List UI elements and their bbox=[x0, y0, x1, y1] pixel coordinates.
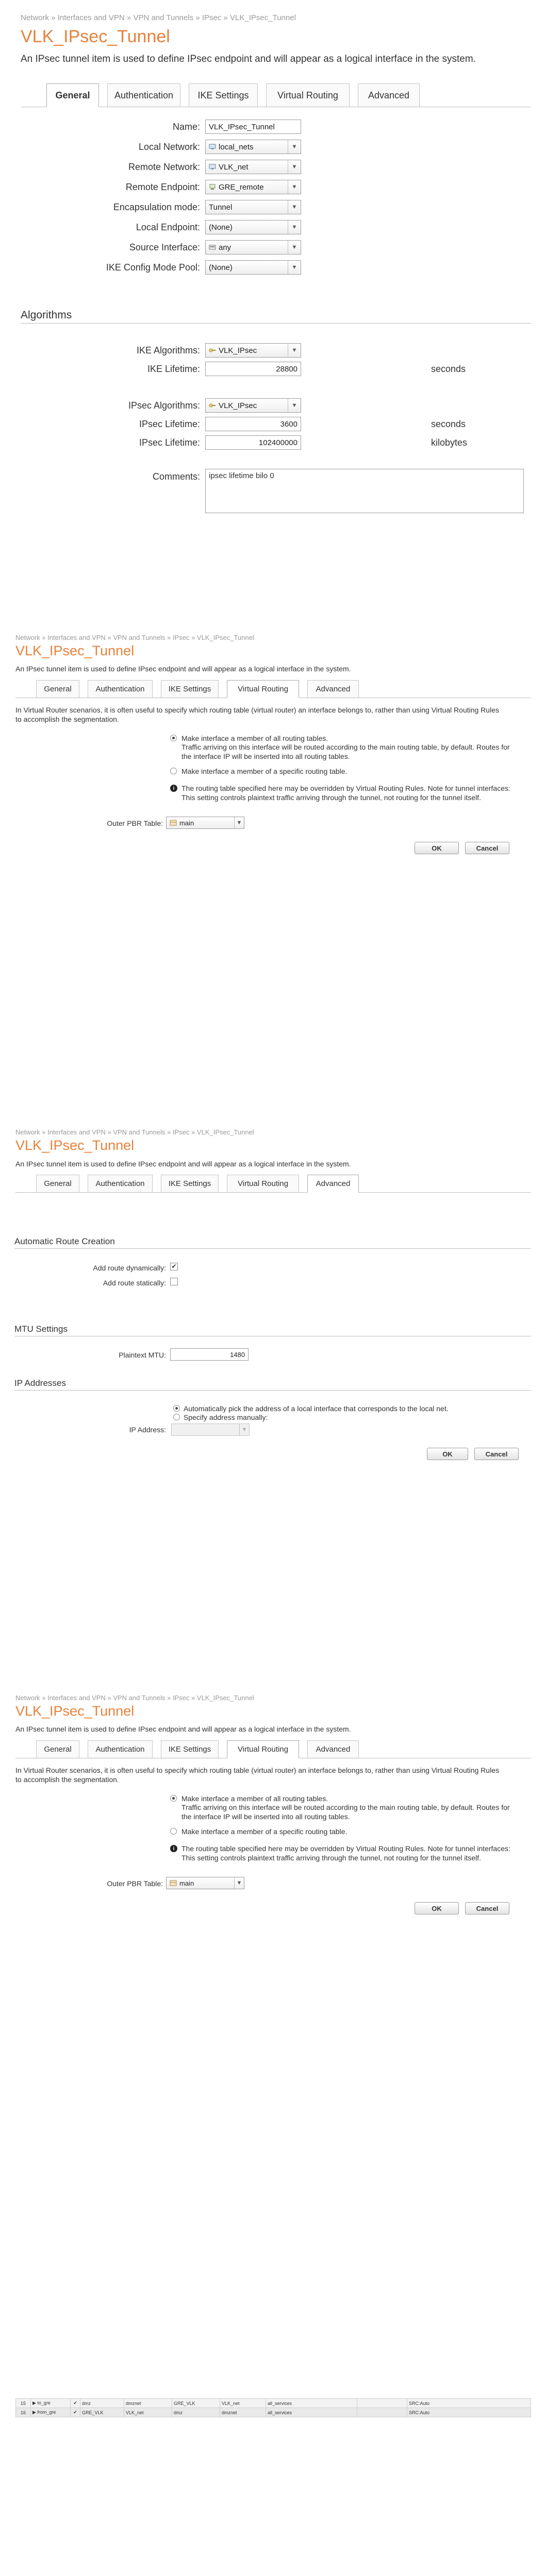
virtual-router-intro: In Virtual Router scenarios, it is often useful to specify which routing table (virtual router) an interface belongs to, rather than using Virtual Routing Rules to accomplish the segmentation. bbox=[15, 706, 499, 723]
tab-ike-settings[interactable]: IKE Settings bbox=[161, 680, 219, 698]
tab-ike-settings[interactable]: IKE Settings bbox=[189, 83, 258, 107]
table-row[interactable] bbox=[16, 2408, 531, 2417]
source-interface-label: Source Interface: bbox=[129, 242, 200, 252]
tab-ike-settings[interactable]: IKE Settings bbox=[161, 1740, 219, 1758]
radio-all-label: Make interface a member of all routing tables. bbox=[181, 734, 328, 742]
src-interface: dmz bbox=[80, 2399, 124, 2408]
tab-authentication[interactable]: Authentication bbox=[88, 1740, 153, 1758]
tab-bar bbox=[15, 1175, 531, 1193]
remote-endpoint-label: Remote Endpoint: bbox=[125, 182, 200, 192]
ike-lifetime-unit: seconds bbox=[431, 364, 466, 374]
ipsec-lifetime-kb-unit: kilobytes bbox=[431, 437, 468, 448]
outer-pbr-label: Outer PBR Table: bbox=[107, 819, 163, 827]
host-icon bbox=[209, 184, 216, 190]
chevron-down-icon[interactable]: ▼ bbox=[288, 160, 301, 174]
ipsec-algorithms-value: VLK_IPsec bbox=[219, 401, 257, 410]
src-network: VLK_net bbox=[124, 2408, 172, 2417]
radio-all-routing-tables[interactable] bbox=[170, 1795, 177, 1802]
ip-address-select[interactable] bbox=[171, 1423, 250, 1436]
remote-network-value: VLK_net bbox=[219, 162, 249, 172]
network-icon bbox=[209, 164, 216, 170]
dst-network: dmznet bbox=[220, 2408, 266, 2417]
table-row[interactable] bbox=[16, 2399, 531, 2408]
ipsec-lifetime-label: IPsec Lifetime: bbox=[139, 419, 200, 429]
ipsec-lifetime-kb-input[interactable]: 102400000 bbox=[205, 435, 301, 450]
add-route-dynamically-label: Add route dynamically: bbox=[93, 1264, 166, 1272]
key-icon bbox=[209, 402, 216, 409]
source-interface-select[interactable] bbox=[205, 240, 301, 255]
rule-icon: ▶ bbox=[32, 2400, 38, 2405]
rule-icon: ▶ bbox=[32, 2410, 38, 2415]
ip-addresses-section-title: IP Addresses bbox=[14, 1378, 66, 1388]
local-endpoint-label: Local Endpoint: bbox=[136, 222, 200, 232]
ike-lifetime-input[interactable]: 28800 bbox=[205, 362, 301, 376]
chevron-down-icon[interactable]: ▼ bbox=[288, 221, 301, 234]
chevron-down-icon[interactable]: ▼ bbox=[234, 1877, 244, 1889]
encapsulation-label: Encapsulation mode: bbox=[113, 202, 200, 212]
screen-general bbox=[0, 0, 546, 536]
plaintext-mtu-label: Plaintext MTU: bbox=[119, 1351, 166, 1359]
outer-pbr-select[interactable] bbox=[166, 1877, 244, 1889]
dst-interface: dmz bbox=[172, 2408, 220, 2417]
info-icon: i bbox=[170, 785, 177, 792]
rule-index: 15 bbox=[16, 2399, 31, 2408]
radio-manual-address[interactable] bbox=[173, 1414, 180, 1420]
tab-virtual-routing[interactable]: Virtual Routing bbox=[266, 83, 350, 107]
page-title: VLK_IPsec_Tunnel bbox=[15, 1703, 135, 1719]
ok-button[interactable]: OK bbox=[415, 842, 459, 854]
chevron-down-icon[interactable]: ▼ bbox=[288, 180, 301, 194]
network-icon bbox=[209, 144, 216, 150]
tab-authentication[interactable]: Authentication bbox=[88, 1175, 153, 1192]
tab-advanced[interactable]: Advanced bbox=[358, 83, 420, 107]
remote-endpoint-value: GRE_remote bbox=[219, 182, 264, 192]
rule-name: ▶ to_gre bbox=[31, 2399, 71, 2408]
outer-pbr-label: Outer PBR Table: bbox=[107, 1879, 163, 1888]
remote-network-label: Remote Network: bbox=[128, 162, 200, 172]
breadcrumb[interactable]: Network » Interfaces and VPN » VPN and Tunnels » IPsec » VLK_IPsec_Tunnel bbox=[15, 1694, 254, 1702]
chevron-down-icon[interactable]: ▼ bbox=[288, 344, 301, 357]
breadcrumb[interactable]: Network » Interfaces and VPN » VPN and Tunnels » IPsec » VLK_IPsec_Tunnel bbox=[15, 1128, 254, 1136]
outer-pbr-value: main bbox=[179, 1879, 194, 1887]
tab-general[interactable]: General bbox=[46, 83, 99, 107]
tab-ike-settings[interactable]: IKE Settings bbox=[161, 1175, 219, 1192]
add-route-statically-checkbox[interactable] bbox=[170, 1278, 178, 1285]
ike-algorithms-select[interactable] bbox=[205, 343, 301, 358]
src-network: dmznet bbox=[124, 2399, 172, 2408]
page-description: An IPsec tunnel item is used to define IPsec endpoint and will appear as a logical interface in the system. bbox=[15, 1725, 351, 1733]
routing-table-icon bbox=[170, 820, 177, 826]
tab-authentication[interactable]: Authentication bbox=[107, 83, 180, 107]
ipsec-algorithms-select[interactable] bbox=[205, 398, 301, 413]
ike-algorithms-value: VLK_IPsec bbox=[219, 346, 257, 355]
remote-network-select[interactable] bbox=[205, 160, 301, 174]
rule-index: 16 bbox=[16, 2408, 31, 2417]
ike-pool-value: (None) bbox=[209, 263, 233, 272]
tab-bar bbox=[15, 1740, 531, 1758]
tab-authentication[interactable]: Authentication bbox=[88, 680, 153, 698]
mtu-section-title: MTU Settings bbox=[14, 1324, 68, 1334]
ipsec-lifetime-kb-label: IPsec Lifetime: bbox=[139, 437, 200, 448]
cancel-button[interactable]: Cancel bbox=[465, 1902, 509, 1914]
schedule bbox=[357, 2399, 407, 2408]
chevron-down-icon[interactable]: ▼ bbox=[288, 140, 301, 154]
ike-algorithms-label: IKE Algorithms: bbox=[136, 345, 200, 355]
tab-bar bbox=[15, 680, 531, 698]
radio-specific-routing-table[interactable] bbox=[170, 1828, 177, 1835]
chevron-down-icon[interactable]: ▼ bbox=[288, 200, 301, 214]
ip-rules-table bbox=[15, 2398, 531, 2417]
radio-all-routing-tables[interactable] bbox=[170, 735, 177, 741]
comments-textarea[interactable]: ipsec lifetime bilo 0 bbox=[205, 469, 524, 513]
schedule bbox=[357, 2408, 407, 2417]
rule-name: ▶ from_gre bbox=[31, 2408, 71, 2417]
tab-virtual-routing[interactable]: Virtual Routing bbox=[227, 1740, 299, 1758]
virtual-router-intro: In Virtual Router scenarios, it is often useful to specify which routing table (virtual router) an interface belongs to, rather than using Virtual Routing Rules to accomplish the segmentation. bbox=[15, 1766, 499, 1784]
ipsec-lifetime-seconds-unit: seconds bbox=[431, 419, 466, 429]
radio-manual-address-label: Specify address manually: bbox=[184, 1413, 268, 1421]
cancel-button[interactable]: Cancel bbox=[465, 842, 509, 854]
rule-enabled-check[interactable]: ✔ bbox=[71, 2399, 80, 2408]
key-icon bbox=[209, 347, 216, 353]
chevron-down-icon[interactable]: ▼ bbox=[239, 1424, 249, 1435]
page-title: VLK_IPsec_Tunnel bbox=[15, 1138, 135, 1153]
tab-advanced[interactable]: Advanced bbox=[307, 1175, 359, 1193]
auto-route-section-title: Automatic Route Creation bbox=[14, 1236, 115, 1246]
src-interface: GRE_VLK bbox=[80, 2408, 124, 2417]
chevron-down-icon[interactable]: ▼ bbox=[234, 817, 244, 828]
ipsec-algorithms-label: IPsec Algorithms: bbox=[128, 400, 200, 411]
radio-specific-routing-table[interactable] bbox=[170, 768, 177, 774]
tab-general[interactable]: General bbox=[36, 1740, 79, 1758]
service: all_services bbox=[266, 2408, 357, 2417]
interface-icon bbox=[209, 244, 216, 250]
screen-virtual-routing-1 bbox=[0, 629, 546, 896]
ike-pool-label: IKE Config Mode Pool: bbox=[106, 262, 200, 273]
local-network-value: local_nets bbox=[219, 142, 254, 151]
ip-address-label: IP Address: bbox=[129, 1426, 166, 1434]
tab-general[interactable]: General bbox=[36, 1175, 79, 1192]
radio-specific-label: Make interface a member of a specific routing table. bbox=[181, 767, 348, 775]
radio-all-label: Make interface a member of all routing tables. bbox=[181, 1794, 328, 1803]
tab-virtual-routing[interactable]: Virtual Routing bbox=[227, 680, 299, 698]
cancel-button[interactable]: Cancel bbox=[474, 1448, 519, 1460]
divider bbox=[14, 1248, 531, 1249]
divider bbox=[21, 323, 531, 324]
page-title: VLK_IPsec_Tunnel bbox=[15, 643, 135, 658]
local-endpoint-value: (None) bbox=[209, 223, 233, 232]
radio-all-note: Traffic arriving on this interface will be routed according to the main routing table, by default. Routes for the interface IP will be inserted into all routing tables. bbox=[181, 743, 510, 760]
nat-mode: SRC:Auto bbox=[407, 2408, 531, 2417]
service: all_services bbox=[266, 2399, 357, 2408]
algorithms-section-title: Algorithms bbox=[21, 309, 72, 321]
name-label: Name: bbox=[172, 122, 200, 132]
tab-advanced[interactable]: Advanced bbox=[307, 680, 359, 698]
source-interface-value: any bbox=[219, 243, 231, 252]
screen-virtual-routing-2 bbox=[0, 1689, 546, 1957]
divider bbox=[14, 1390, 531, 1391]
screen-advanced bbox=[0, 1123, 546, 1515]
info-icon: i bbox=[170, 1845, 177, 1852]
ok-button[interactable]: OK bbox=[427, 1448, 468, 1460]
ike-pool-select[interactable] bbox=[205, 260, 301, 275]
radio-all-note: Traffic arriving on this interface will be routed according to the main routing table, by default. Routes for the interface IP will be inserted into all routing tables. bbox=[181, 1803, 510, 1821]
breadcrumb[interactable]: Network » Interfaces and VPN » VPN and Tunnels » IPsec » VLK_IPsec_Tunnel bbox=[21, 13, 296, 22]
tab-general[interactable]: General bbox=[36, 680, 79, 698]
chevron-down-icon[interactable]: ▼ bbox=[288, 399, 301, 412]
name-input[interactable]: VLK_IPsec_Tunnel bbox=[205, 120, 301, 134]
remote-endpoint-select[interactable] bbox=[205, 180, 301, 194]
page-title: VLK_IPsec_Tunnel bbox=[21, 27, 170, 46]
local-network-select[interactable] bbox=[205, 140, 301, 154]
routing-table-icon bbox=[170, 1880, 177, 1886]
ike-lifetime-label: IKE Lifetime: bbox=[147, 364, 200, 374]
outer-pbr-select[interactable] bbox=[166, 817, 244, 829]
ipsec-lifetime-seconds-input[interactable]: 3600 bbox=[205, 417, 301, 431]
page-description: An IPsec tunnel item is used to define IPsec endpoint and will appear as a logical interface in the system. bbox=[15, 1160, 351, 1168]
local-endpoint-select[interactable] bbox=[205, 220, 301, 234]
nat-mode: SRC:Auto bbox=[407, 2399, 531, 2408]
encapsulation-value: Tunnel bbox=[209, 202, 233, 212]
chevron-down-icon[interactable]: ▼ bbox=[288, 241, 301, 254]
outer-pbr-value: main bbox=[179, 819, 194, 827]
page-description: An IPsec tunnel item is used to define IPsec endpoint and will appear as a logical interface in the system. bbox=[15, 665, 351, 673]
rule-enabled-check[interactable]: ✔ bbox=[71, 2408, 80, 2417]
tab-virtual-routing[interactable]: Virtual Routing bbox=[227, 1175, 299, 1192]
routing-info-note: The routing table specified here may be overridden by Virtual Routing Rules. Note for tunnel interfaces: This setting controls plaintext traffic arriving through the tunnel, not routing for the tunnel itself. bbox=[181, 1844, 510, 1862]
add-route-dynamically-checkbox[interactable]: ✔ bbox=[170, 1263, 178, 1270]
plaintext-mtu-input[interactable]: 1480 bbox=[170, 1348, 249, 1361]
breadcrumb[interactable]: Network » Interfaces and VPN » VPN and Tunnels » IPsec » VLK_IPsec_Tunnel bbox=[15, 634, 254, 641]
radio-auto-address-label: Automatically pick the address of a local interface that corresponds to the local net. bbox=[184, 1404, 449, 1413]
tab-advanced[interactable]: Advanced bbox=[307, 1740, 359, 1758]
radio-auto-address[interactable] bbox=[173, 1405, 180, 1412]
local-network-label: Local Network: bbox=[138, 142, 200, 152]
add-route-statically-label: Add route statically: bbox=[103, 1279, 166, 1287]
encapsulation-select[interactable] bbox=[205, 200, 301, 214]
page-description: An IPsec tunnel item is used to define IPsec endpoint and will appear as a logical interface in the system. bbox=[21, 54, 476, 64]
dst-interface: GRE_VLK bbox=[172, 2399, 220, 2408]
ok-button[interactable]: OK bbox=[415, 1902, 459, 1914]
radio-specific-label: Make interface a member of a specific routing table. bbox=[181, 1827, 348, 1836]
chevron-down-icon[interactable]: ▼ bbox=[288, 261, 301, 274]
tab-bar bbox=[21, 83, 531, 107]
dst-network: VLK_net bbox=[220, 2399, 266, 2408]
comments-label: Comments: bbox=[152, 471, 200, 482]
routing-info-note: The routing table specified here may be overridden by Virtual Routing Rules. Note for tunnel interfaces: This setting controls plaintext traffic arriving through the tunnel, not routing for the tunnel itself. bbox=[181, 784, 510, 802]
